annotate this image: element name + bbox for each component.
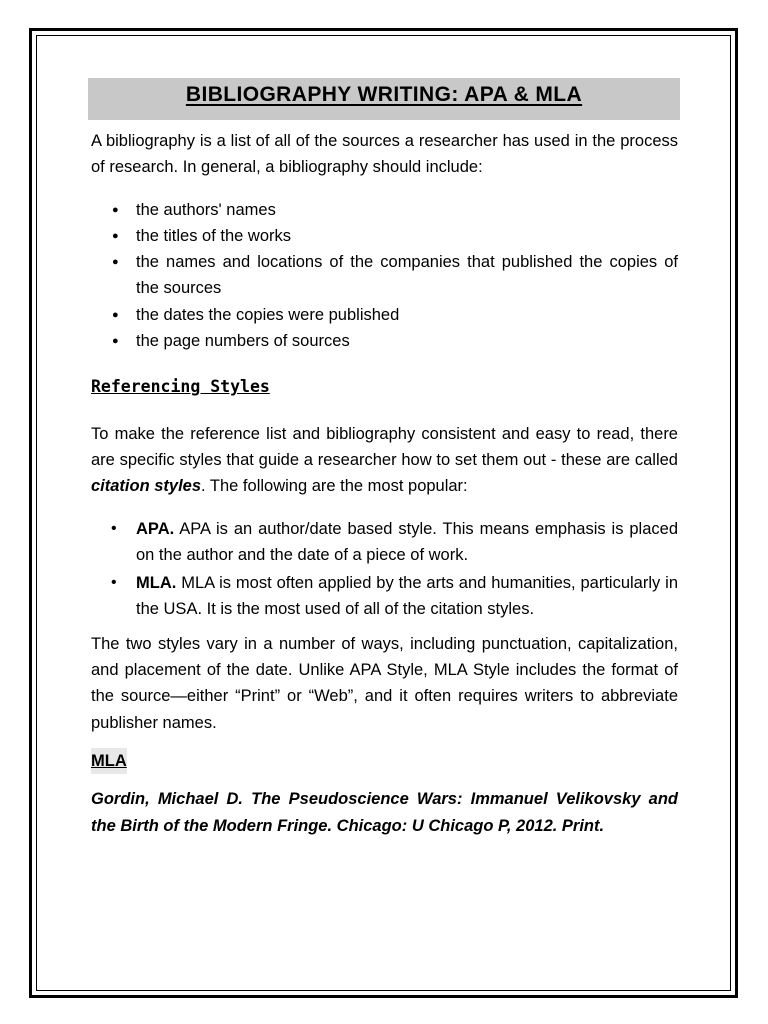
referencing-styles-heading: Referencing Styles <box>91 377 270 397</box>
list-item: ● the page numbers of sources <box>91 328 678 354</box>
mla-heading: MLA <box>91 748 127 774</box>
style-label: MLA. <box>136 574 177 593</box>
referencing-paragraph: To make the reference list and bibliography consistent and easy to read, there are specific styles that guide a researcher how to set them out - these are called citation styles. The following are the most popular: <box>91 424 678 496</box>
bullet-icon: ● <box>112 308 119 321</box>
intro-paragraph: A bibliography is a list of all of the sources a researcher has used in the process of research. In general, a bibliography should include: <box>91 132 678 177</box>
document-body <box>91 128 678 839</box>
style-label: APA. <box>136 519 175 538</box>
page-title: BIBLIOGRAPHY WRITING: APA & MLA <box>185 83 583 106</box>
citation-styles-list <box>91 516 678 623</box>
bullet-icon: ● <box>112 335 119 348</box>
list-item: ● the dates the copies were published <box>91 302 678 328</box>
bullet-icon: ● <box>112 229 119 242</box>
list-item: • APA. APA is an author/date based style. This means emphasis is placed on the author and the date of a piece of work. <box>91 516 678 569</box>
bullet-icon: • <box>111 519 117 537</box>
citation-styles-emphasis: citation styles <box>91 477 202 496</box>
mla-example-citation: Gordin, Michael D. The Pseudoscience Wars: Immanuel Velikovsky and the Birth of the Modern Fringe. Chicago: U Chicago P, 2012. Print. <box>91 790 678 835</box>
list-item: ● the titles of the works <box>91 223 678 249</box>
title-banner <box>88 78 680 120</box>
bullet-icon: ● <box>112 256 119 269</box>
list-item: • MLA. MLA is most often applied by the arts and humanities, particularly in the USA. It is the most used of all of the citation styles. <box>91 570 678 623</box>
comparison-paragraph: The two styles vary in a number of ways, including punctuation, capitalization, and placement of the date. Unlike APA Style, MLA Style includes the format of the source—either “Print” or “Web”, and it often requires writers to abbreviate publisher names. <box>91 634 678 732</box>
bibliography-components-list <box>91 197 678 355</box>
bullet-icon: • <box>111 574 117 592</box>
bullet-icon: ● <box>112 203 119 216</box>
list-item: ● the names and locations of the companies that published the copies of the sources <box>91 249 678 302</box>
list-item: ● the authors' names <box>91 197 678 223</box>
